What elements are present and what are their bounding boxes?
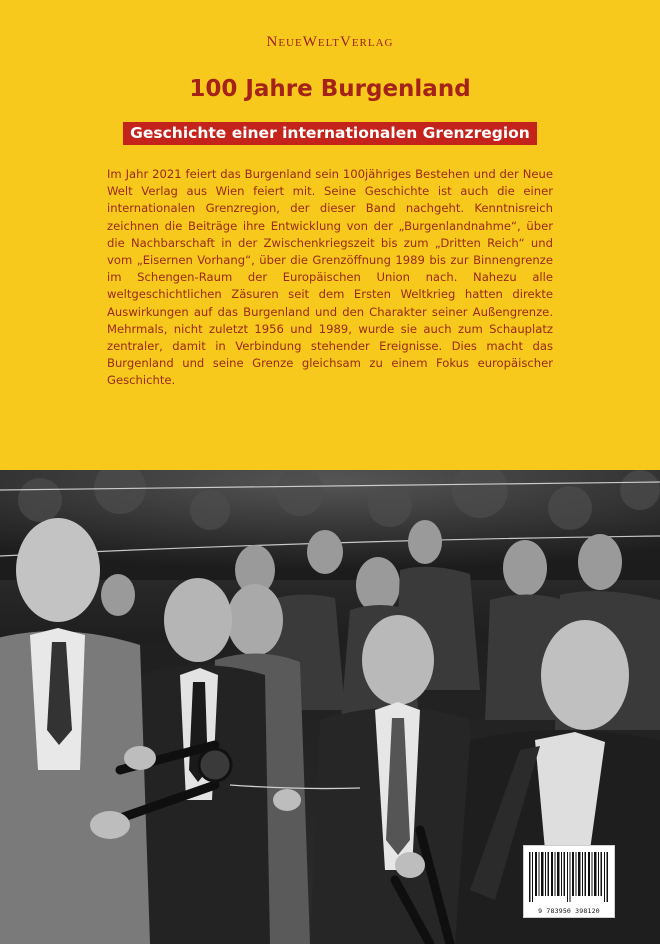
isbn-barcode (523, 845, 615, 918)
subtitle-band (0, 122, 660, 145)
book-subtitle: Geschichte einer internationalen Grenzregion (123, 122, 537, 145)
publisher-name: NeueWeltVerlag (266, 34, 394, 50)
barcode-bars-icon (529, 852, 609, 902)
book-title: 100 Jahre Burgenland (189, 76, 471, 102)
isbn-number: 9 783950 398120 (538, 907, 600, 915)
blurb-text: Im Jahr 2021 feiert das Burgenland sein 100jähriges Bestehen und der Neue Welt Verlag aus Wien feiert mit. Seine Geschichte ist auch die einer internationalen Grenzregion, der dieser Band nachgeht. Kenntnisreich zeichnen die Beiträge ihre Entwicklung von der „Burgenlandnahme“, über die Nachbarschaft in der Zwischenkriegszeit bis zum „Dritten Reich“ und vom „Eisernen Vorhang“, über die Grenzöffnung 1989 bis zur Binnengrenze im Schengen-Raum der Europäischen Union nach. Nahezu alle weltgeschichtlichen Zäsuren seit dem Ersten Weltkrieg hatten direkte Auswirkungen auf das Burgenland und den Charakter seiner Außengrenze. Mehrmals, nicht zuletzt 1956 und 1989, wurde sie auch zum Schauplatz zentraler, damit in Verbindung stehender Ereignisse. Dies macht das Burgenland und seine Grenze gleichsam zu einem Fokus europäischer Geschichte. (107, 167, 553, 388)
